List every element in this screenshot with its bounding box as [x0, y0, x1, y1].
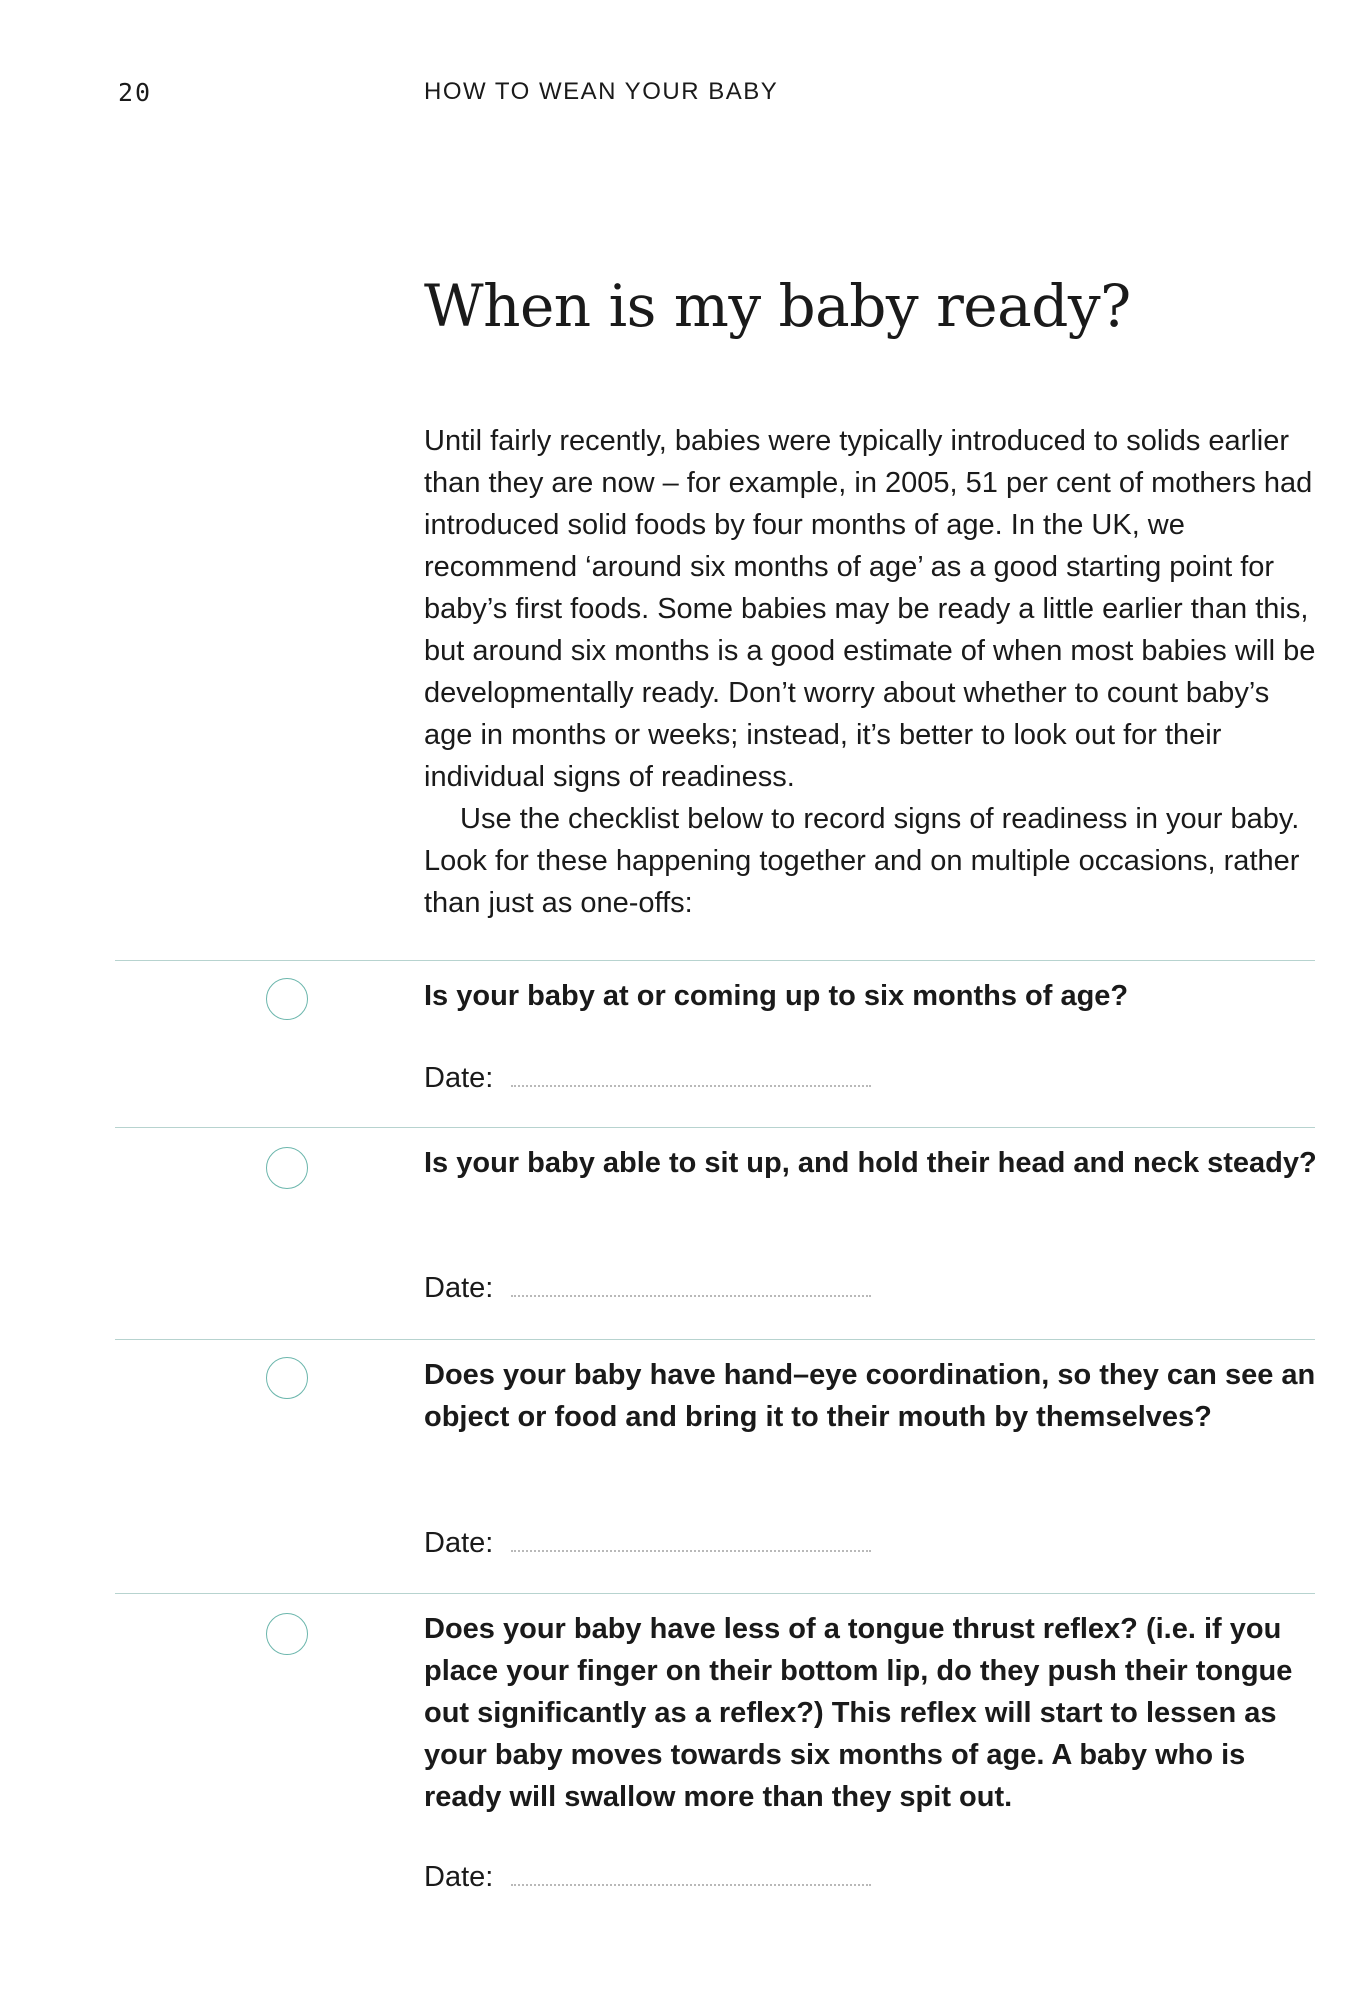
intro-paragraph: Until fairly recently, babies were typically introduced to solids earlier than they are now – for example, in 2005, 51 per cent of mothers had introduced solid foods by four months of age. In the UK, we recommend ‘around six months of age’ as a good starting point for baby’s first foods. Some babies may be ready a little earlier than this, but around six months is a good estimate of when most babies will be developmentally ready. Don’t worry about whether to count baby’s age in months or weeks; instead, it’s better to look out for their individual signs of readiness. — [424, 425, 1316, 793]
divider — [115, 1593, 1315, 1594]
date-label: Date: — [424, 1272, 494, 1304]
checklist-question: Does your baby have hand–eye coordination, so they can see an object or food and bring it to their mouth by themselves? — [424, 1359, 1316, 1433]
date-label: Date: — [424, 1861, 494, 1893]
date-input-line[interactable] — [511, 1528, 871, 1552]
date-input-line[interactable] — [511, 1273, 871, 1297]
running-head: HOW TO WEAN YOUR BABY — [424, 78, 779, 105]
divider — [115, 960, 1315, 961]
date-row — [424, 1270, 884, 1306]
divider — [115, 1339, 1315, 1340]
checkbox-circle[interactable] — [266, 978, 308, 1020]
page-number: 20 — [118, 78, 153, 107]
checkbox-circle[interactable] — [266, 1147, 308, 1189]
checklist-question: Is your baby able to sit up, and hold their head and neck steady? — [424, 1147, 1317, 1179]
intro-text — [424, 420, 1324, 924]
date-row — [424, 1060, 884, 1096]
checkbox-circle[interactable] — [266, 1357, 308, 1399]
divider — [115, 1127, 1315, 1128]
date-row — [424, 1525, 884, 1561]
checklist-question: Is your baby at or coming up to six months of age? — [424, 980, 1129, 1012]
page-title: When is my baby ready? — [424, 272, 1131, 340]
date-row — [424, 1859, 884, 1895]
date-label: Date: — [424, 1062, 494, 1094]
date-input-line[interactable] — [511, 1063, 871, 1087]
date-label: Date: — [424, 1527, 494, 1559]
intro-paragraph: Use the checklist below to record signs of readiness in your baby. Look for these happening together and on multiple occasions, rather than just as one-offs: — [424, 803, 1300, 919]
checkbox-circle[interactable] — [266, 1613, 308, 1655]
date-input-line[interactable] — [511, 1862, 871, 1886]
checklist-question: Does your baby have less of a tongue thrust reflex? (i.e. if you place your finger on their bottom lip, do they push their tongue out significantly as a reflex?) This reflex will start to lessen as your baby moves towards six months of age. A baby who is ready will swallow more than they spit out. — [424, 1613, 1293, 1813]
